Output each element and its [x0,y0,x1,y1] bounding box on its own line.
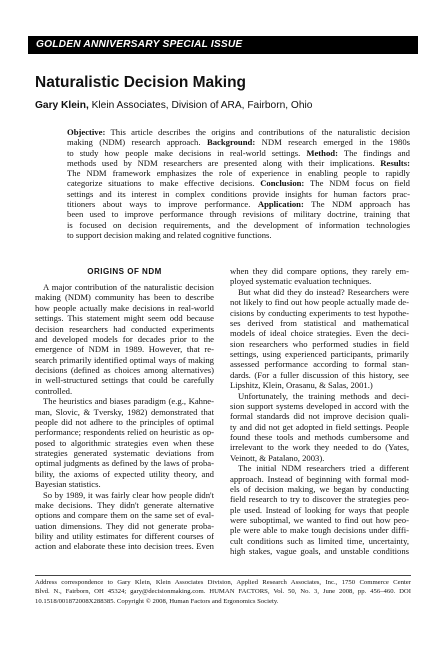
abstract-label: Background: [206,137,256,148]
body-text-line: ses derived from statistical and mathematical [230,317,409,328]
abstract-text: categorize situations to make effective decisions. [67,178,261,189]
body-text-line: sion support systems developed in accord with the [230,400,409,411]
abstract-label: Objective: [67,127,106,137]
abstract [67,127,410,240]
byline [35,100,312,112]
body-text-line: approach. Instead of beginning with formal mod- [230,473,409,484]
body-text-line: how people actually make decisions in real-world [35,302,214,313]
body-text-line: bility and utility estimates for different courses of [35,531,214,541]
body-text-line: were suboptimal, we wanted to find out how peo- [230,515,409,525]
abstract-text: settings and its interest in complex conditions provide insights for human factors prac- [67,188,410,199]
abstract-line [67,148,410,158]
body-text-line: make decisions. They didn't generate alternative [35,499,214,510]
body-text-line: controlled. [35,385,73,396]
body-text-line: settings. This statement might seem odd because [35,313,214,324]
body-text-line: found these tools and methods cumbersome and [230,432,409,442]
abstract-text: methods used by NDM researchers are presented along with their implications. [67,157,381,168]
abstract-line [67,220,410,230]
body-text-line: assessed performance according to formal stan- [230,359,409,370]
body-text-line: people did not adhere to the principles of optimal [35,416,214,427]
body-text-line: performance; respondents relied on heuristic as op- [35,427,214,438]
body-text-line: ple were able to make tough decisions under diffi- [230,525,409,536]
body-text-line: and developed models for decades prior to the [35,333,214,344]
abstract-line [67,230,410,240]
abstract-text: The NDM approach has [303,199,410,210]
abstract-label: Method: [306,147,338,158]
body-text-line: So by 1989, it was fairly clear how people didn't [43,489,214,500]
body-text-line: uation dimensions. They did not generate proba- [35,520,214,531]
abstract-line [67,158,410,168]
body-text-line: man, Slovic, & Tversky, 1982) demonstrated that [35,406,214,417]
abstract-text: to study how people make decisions in real-world settings. [67,147,307,158]
abstract-line [67,127,410,137]
abstract-line [67,168,410,178]
body-text-line: ple used. Instead of looking for ways that people [230,504,409,515]
abstract-line [67,199,410,209]
body-text-line: bility, the axioms of expected utility theory, and [35,468,214,479]
body-text-line: cult conditions such as limited time, uncertainty, [230,535,409,546]
body-text-line: optimal judgments as defined by the laws of proba- [35,458,214,469]
body-text-line: making (NDM) community has been to describe [35,292,214,303]
body-text-line: Bayesian statistics. [35,479,101,490]
body-text-line: search primarily identified optimal ways of making [35,354,214,365]
author-name: Gary Klein, [35,100,89,111]
body-text-line: emergence of NDM in 1989. However, that re- [35,344,214,355]
section-heading: ORIGINS OF NDM [87,267,162,276]
body-text-line: But what did they do instead? Researchers were [238,286,409,297]
footnote-line: Blvd. N., Fairborn, OH 45324; gary@decisionmaking.com. HUMAN FACTORS, Vol. 50, No. 3, June 2008, pp. 456–460. DOI [35,588,411,596]
abstract-label: Application: [257,199,304,210]
body-text-line: models of ideal choice strategies. Even the deci- [230,328,409,339]
body-text-line: action and elaborate these into decision trees. Even [35,541,214,552]
body-text-line: options and compare them on the same set of eval- [35,510,214,521]
body-text-line: els of decision making, we began by conducting [230,483,409,494]
abstract-label: Results: [380,157,410,168]
abstract-text: titioners about ways to improve performance. [67,199,258,210]
body-text-line: when they did compare options, they rarely em- [230,266,409,276]
abstract-text: The findings and [337,147,410,158]
abstract-text: The NDM framework emphasizes the role of experience in enabling people to rapidly [67,168,410,179]
body-text-line: The initial NDM researchers tried a different [238,463,409,474]
abstract-text: been used to improve performance through revisions of military doctrine, training that [67,209,410,220]
body-text-line: ty and did not get adopted in field settings. People [230,421,409,432]
abstract-text: NDM research emerged in the 1980s [255,137,410,148]
body-text-line: Unfortunately, the training methods and deci- [238,390,409,401]
body-text-line: dards. (For a fuller discussion of this history, see [230,369,409,380]
abstract-text: is focused on decision requirements, and the development of information technologies [67,219,410,230]
body-text-line: high stakes, vague goals, and unstable conditions [230,546,409,557]
abstract-line [67,178,410,188]
body-text-line: Lipshitz, Klein, Orasanu, & Salas, 2001.) [230,380,373,391]
body-text-line: not likely to find out how people actually made de- [230,297,409,308]
body-text-line: Veinott, & Patalano, 2003). [230,452,325,463]
body-text-line: cisions by conducting experiments to test hypothe- [230,307,409,318]
body-text-line: ployed systematic evaluation techniques. [230,276,372,287]
body-text-line: decision researchers had conducted experiments [35,323,214,334]
body-text-line: irrelevant to the work they needed to do (Yates, [230,442,409,453]
right-column [230,266,409,557]
footnote-divider [35,575,411,576]
footnote-line: Address correspondence to Gary Klein, Klein Associates Division, Applied Research Associates, Inc., 1750 Commerce Center [35,579,411,586]
body-text-line: settings, using experienced participants, primarily [230,349,409,359]
body-text-line: decisions (defined as choices among alternatives) [35,365,214,375]
body-text-line: in well-structured settings that could be carefully [35,375,214,386]
body-text-line: field research to try to discover the strategies peo- [230,494,409,505]
left-column-body [35,282,214,552]
left-column [35,266,214,552]
article-title: Naturalistic Decision Making [35,74,247,91]
abstract-text: This article describes the origins and contributions of the naturalistic decision [105,127,410,137]
abstract-text: to support decision making and related cognitive functions. [67,229,272,240]
abstract-text: making (NDM) research approach. [67,137,207,148]
abstract-text: The NDM focus on field [304,178,410,189]
special-issue-banner: GOLDEN ANNIVERSARY SPECIAL ISSUE [28,36,418,54]
body-text-line: The heuristics and biases paradigm (e.g., Kahne- [43,396,214,407]
body-text-line: formal standards did not improve decision quali- [230,411,409,422]
abstract-label: Conclusion: [260,178,305,189]
body-text-line: posed to algorithmic strategies even when these [35,437,214,448]
body-text-line: strategies generated systematic deviations from [35,448,214,458]
right-column-body [230,266,409,557]
abstract-line [67,137,410,147]
body-text-line: sion researchers who performed studies in field [230,338,409,349]
abstract-line [67,209,410,219]
body-text-line: A major contribution of the naturalistic decision [43,282,214,292]
footnote [35,578,411,606]
abstract-line [67,189,410,199]
author-affiliation: Klein Associates, Division of ARA, Fairborn, Ohio [88,100,313,111]
footnote-line: 10.1518/001872008X288385. Copyright © 2008, Human Factors and Ergonomics Society. [35,597,279,605]
